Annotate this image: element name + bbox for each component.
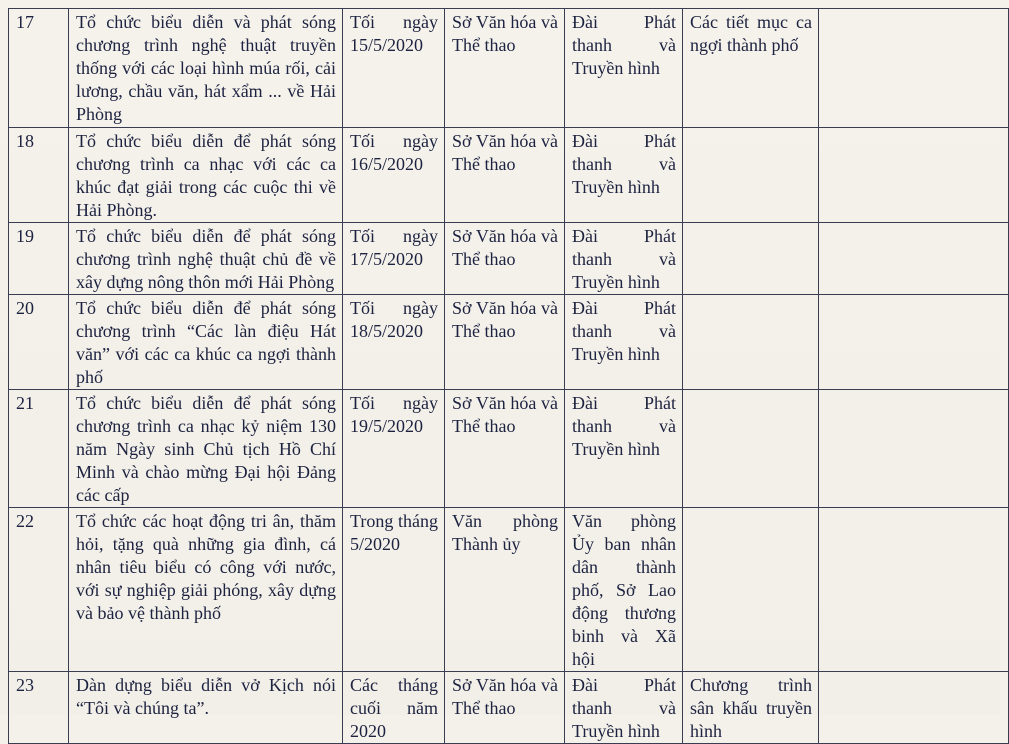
- product: [683, 128, 819, 223]
- activity-time: Tối ngày 17/5/2020: [343, 223, 445, 295]
- coordinating-agency: Đài Phát thanh và Truyền hình: [565, 295, 683, 390]
- coordinating-agency: Đài Phát thanh và Truyền hình: [565, 128, 683, 223]
- lead-agency: Sở Văn hóa và Thể thao: [445, 295, 565, 390]
- table-row: [9, 9, 1009, 128]
- coordinating-agency: Đài Phát thanh và Truyền hình: [565, 9, 683, 128]
- activity-content: Tổ chức các hoạt động tri ân, thăm hỏi, tặng quà những gia đình, cá nhân tiêu biểu có công với nước, với sự nghiệp giải phóng, xây dựng và bảo vệ thành phố: [69, 508, 343, 672]
- row-number: 17: [9, 9, 69, 128]
- lead-agency: Sở Văn hóa và Thể thao: [445, 390, 565, 508]
- product: Các tiết mục ca ngợi thành phố: [683, 9, 819, 128]
- table-row: [9, 295, 1009, 390]
- row-number: 18: [9, 128, 69, 223]
- activity-time: Tối ngày 15/5/2020: [343, 9, 445, 128]
- note: [819, 9, 1009, 128]
- lead-agency: Sở Văn hóa và Thể thao: [445, 223, 565, 295]
- row-number: 19: [9, 223, 69, 295]
- activity-time: Trong tháng 5/2020: [343, 508, 445, 672]
- coordinating-agency: Đài Phát thanh và Truyền hình: [565, 223, 683, 295]
- product: [683, 390, 819, 508]
- coordinating-agency: Văn phòng Ủy ban nhân dân thành phố, Sở Lao động thương binh và Xã hội: [565, 508, 683, 672]
- activity-time: Tối ngày 18/5/2020: [343, 295, 445, 390]
- row-number: 21: [9, 390, 69, 508]
- row-number: 23: [9, 672, 69, 744]
- activity-time: Tối ngày 16/5/2020: [343, 128, 445, 223]
- note: [819, 128, 1009, 223]
- activity-time: Tối ngày 19/5/2020: [343, 390, 445, 508]
- activity-content: Tổ chức biểu diễn và phát sóng chương trình nghệ thuật truyền thống với các loại hình múa rối, cải lương, chầu văn, hát xẩm ... về Hải Phòng: [69, 9, 343, 128]
- note: [819, 223, 1009, 295]
- product: [683, 295, 819, 390]
- table-row: [9, 390, 1009, 508]
- lead-agency: Sở Văn hóa và Thể thao: [445, 672, 565, 744]
- note: [819, 295, 1009, 390]
- activity-table: [8, 8, 1009, 744]
- table-row: [9, 508, 1009, 672]
- activity-time: Các tháng cuối năm 2020: [343, 672, 445, 744]
- table-row: [9, 672, 1009, 744]
- activity-content: Tổ chức biểu diễn để phát sóng chương trình “Các làn điệu Hát văn” với các ca khúc ca ngợi thành phố: [69, 295, 343, 390]
- activity-content: Tổ chức biểu diễn để phát sóng chương trình ca nhạc với các ca khúc đạt giải trong các cuộc thi về Hải Phòng.: [69, 128, 343, 223]
- activity-content: Tổ chức biểu diễn để phát sóng chương trình ca nhạc kỷ niệm 130 năm Ngày sinh Chủ tịch Hồ Chí Minh và chào mừng Đại hội Đảng các cấp: [69, 390, 343, 508]
- coordinating-agency: Đài Phát thanh và Truyền hình: [565, 390, 683, 508]
- table-row: [9, 128, 1009, 223]
- product: Chương trình sân khấu truyền hình: [683, 672, 819, 744]
- row-number: 22: [9, 508, 69, 672]
- lead-agency: Sở Văn hóa và Thể thao: [445, 9, 565, 128]
- activity-content: Tổ chức biểu diễn để phát sóng chương trình nghệ thuật chủ đề về xây dựng nông thôn mới Hải Phòng: [69, 223, 343, 295]
- lead-agency: Văn phòng Thành ủy: [445, 508, 565, 672]
- table-row: [9, 223, 1009, 295]
- activity-content: Dàn dựng biểu diễn vở Kịch nói “Tôi và chúng ta”.: [69, 672, 343, 744]
- product: [683, 223, 819, 295]
- note: [819, 390, 1009, 508]
- note: [819, 672, 1009, 744]
- lead-agency: Sở Văn hóa và Thể thao: [445, 128, 565, 223]
- note: [819, 508, 1009, 672]
- row-number: 20: [9, 295, 69, 390]
- coordinating-agency: Đài Phát thanh và Truyền hình: [565, 672, 683, 744]
- product: [683, 508, 819, 672]
